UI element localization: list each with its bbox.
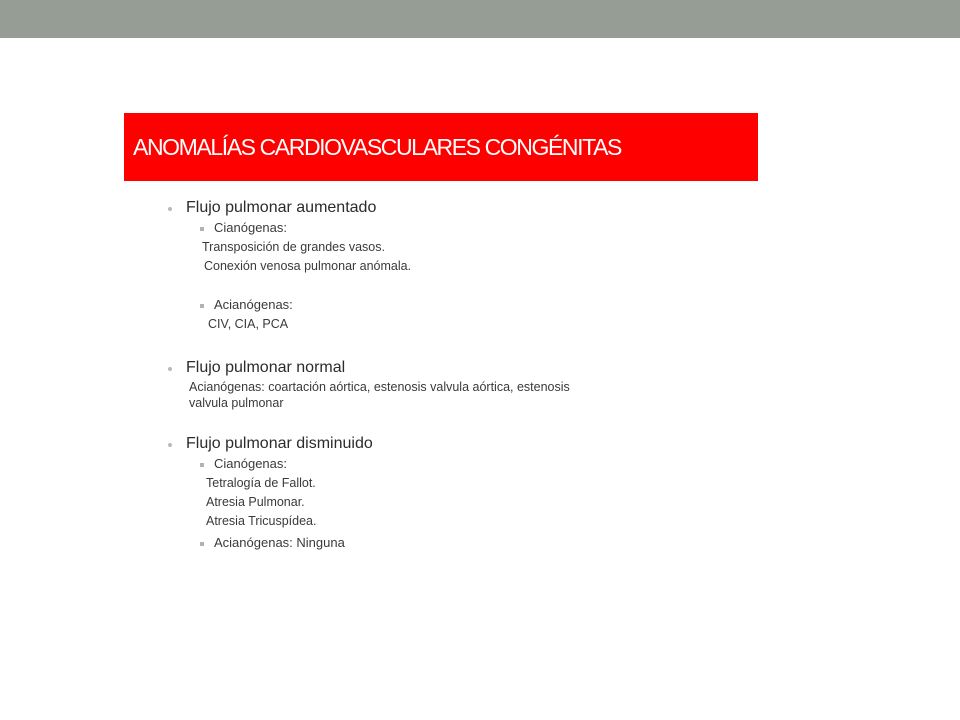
detail-line: Acianógenas: coartación aórtica, estenosis valvula aórtica, estenosis bbox=[189, 380, 570, 394]
list-item: Transposición de grandes vasos. bbox=[202, 240, 385, 254]
cianogenas-label: Cianógenas: bbox=[214, 456, 287, 471]
bullet-square-icon bbox=[200, 227, 204, 231]
cianogenas-label: Cianógenas: bbox=[214, 220, 287, 235]
list-item: Tetralogía de Fallot. bbox=[206, 476, 316, 490]
bullet-square-icon bbox=[200, 304, 204, 308]
bullet-dot-icon bbox=[168, 367, 172, 371]
bullet-dot-icon bbox=[168, 207, 172, 211]
acianogenas-label: Acianógenas: Ninguna bbox=[214, 535, 345, 550]
list-item: Atresia Tricuspídea. bbox=[206, 514, 317, 528]
section-heading-normal: Flujo pulmonar normal bbox=[186, 359, 346, 376]
bullet-square-icon bbox=[200, 463, 204, 467]
detail-line: valvula pulmonar bbox=[189, 396, 284, 410]
list-item: Atresia Pulmonar. bbox=[206, 495, 305, 509]
list-item: CIV, CIA, PCA bbox=[208, 317, 289, 331]
bullet-square-icon bbox=[200, 542, 204, 546]
acianogenas-label: Acianógenas: bbox=[214, 297, 293, 312]
section-heading-aumentado: Flujo pulmonar aumentado bbox=[186, 199, 377, 216]
list-item: Conexión venosa pulmonar anómala. bbox=[204, 259, 412, 273]
bullet-dot-icon bbox=[168, 443, 172, 447]
slide-title: ANOMALÍAS CARDIOVASCULARES CONGÉNITAS bbox=[133, 133, 621, 160]
section-heading-disminuido: Flujo pulmonar disminuido bbox=[186, 435, 373, 452]
